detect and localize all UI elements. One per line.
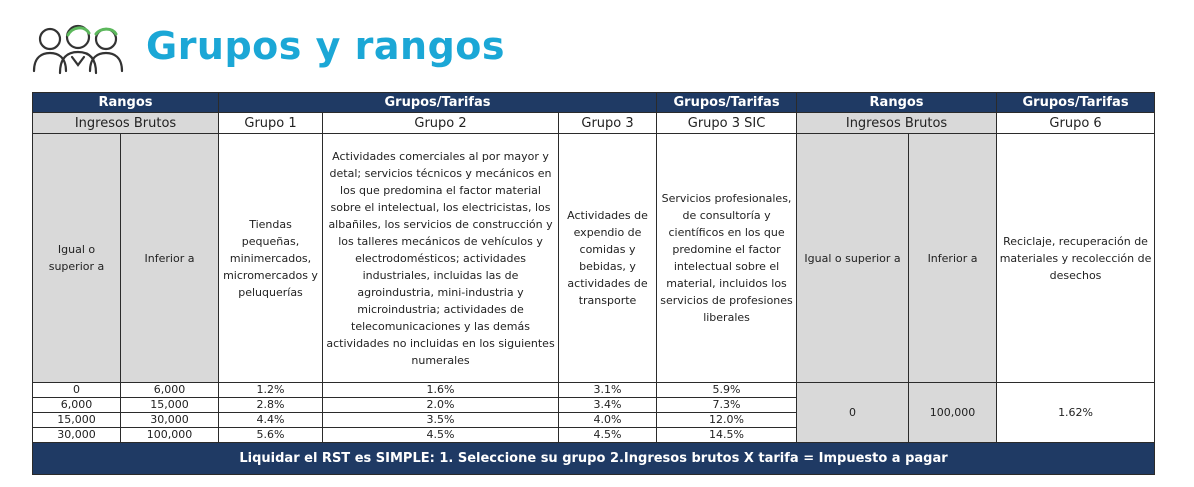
g3sic-cell: 14.5% (657, 428, 797, 443)
grupo2-header: Grupo 2 (323, 113, 559, 134)
desde-cell: 0 (33, 383, 121, 398)
grupo1-description: Tiendas pequeñas, minimercados, micromercados y peluquerías (219, 134, 323, 383)
description-row (33, 134, 1155, 383)
g3sic-cell: 12.0% (657, 413, 797, 428)
desde-cell: 30,000 (33, 428, 121, 443)
desde-cell: 15,000 (33, 413, 121, 428)
g6-tarifa-cell: 1.62% (997, 383, 1155, 443)
g6-hasta-cell: 100,000 (909, 383, 997, 443)
g3-cell: 3.1% (559, 383, 657, 398)
g2-cell: 3.5% (323, 413, 559, 428)
grupo2-description: Actividades comerciales al por mayor y detal; servicios técnicos y mecánicos en los que predomina el factor material sobre el intelectual, los electricistas, los albañiles, los servicios de construcción y los talleres mecánicos de vehículos y electrodomésticos; actividades industriales, incluidas las de agroindustria, mini-industria y microindustria; actividades de telecomunicaciones y las demás actividades no incluidas en los siguientes numerales (323, 134, 559, 383)
page-title: Grupos y rangos (146, 24, 505, 68)
rangos-left-header: Rangos (33, 93, 219, 113)
footer-instruction: Liquidar el RST es SIMPLE: 1. Seleccione su grupo 2.Ingresos brutos X tarifa = Impuesto a pagar (33, 443, 1155, 475)
grupo1-header: Grupo 1 (219, 113, 323, 134)
hasta-cell: 30,000 (121, 413, 219, 428)
grupos-tarifas-sic-header: Grupos/Tarifas (657, 93, 797, 113)
people-group-icon-svg (30, 21, 126, 75)
ingresos-brutos-right: Ingresos Brutos (797, 113, 997, 134)
g2-cell: 2.0% (323, 398, 559, 413)
igual-superior-left: Igual o superior a (33, 134, 121, 383)
table-row (33, 383, 1155, 398)
hasta-cell: 6,000 (121, 383, 219, 398)
g2-cell: 1.6% (323, 383, 559, 398)
grupo3sic-description: Servicios profesionales, de consultoría y científicos en los que predomine el factor intelectual sobre el material, incluidos los servicios de profesiones liberales (657, 134, 797, 383)
hasta-cell: 15,000 (121, 398, 219, 413)
g1-cell: 1.2% (219, 383, 323, 398)
rangos-right-header: Rangos (797, 93, 997, 113)
igual-superior-right: Igual o superior a (797, 134, 909, 383)
grupos-tarifas-header: Grupos/Tarifas (219, 93, 657, 113)
inferior-left: Inferior a (121, 134, 219, 383)
g6-desde-cell: 0 (797, 383, 909, 443)
header-row-1 (33, 93, 1155, 113)
desde-cell: 6,000 (33, 398, 121, 413)
grupo6-description: Reciclaje, recuperación de materiales y recolección de desechos (997, 134, 1155, 383)
g3-cell: 3.4% (559, 398, 657, 413)
ingresos-brutos-left: Ingresos Brutos (33, 113, 219, 134)
grupo3-header: Grupo 3 (559, 113, 657, 134)
g1-cell: 5.6% (219, 428, 323, 443)
g1-cell: 2.8% (219, 398, 323, 413)
g3sic-cell: 5.9% (657, 383, 797, 398)
grupo6-header: Grupo 6 (997, 113, 1155, 134)
hasta-cell: 100,000 (121, 428, 219, 443)
tariff-table (32, 92, 1155, 475)
grupo3-description: Actividades de expendio de comidas y bebidas, y actividades de transporte (559, 134, 657, 383)
grupos-tarifas-g6-header: Grupos/Tarifas (997, 93, 1155, 113)
g3-cell: 4.5% (559, 428, 657, 443)
g3-cell: 4.0% (559, 413, 657, 428)
header-row-2 (33, 113, 1155, 134)
g1-cell: 4.4% (219, 413, 323, 428)
footer-row (33, 443, 1155, 475)
people-group-icon (30, 20, 126, 76)
g3sic-cell: 7.3% (657, 398, 797, 413)
g2-cell: 4.5% (323, 428, 559, 443)
inferior-right: Inferior a (909, 134, 997, 383)
grupo3sic-header: Grupo 3 SIC (657, 113, 797, 134)
